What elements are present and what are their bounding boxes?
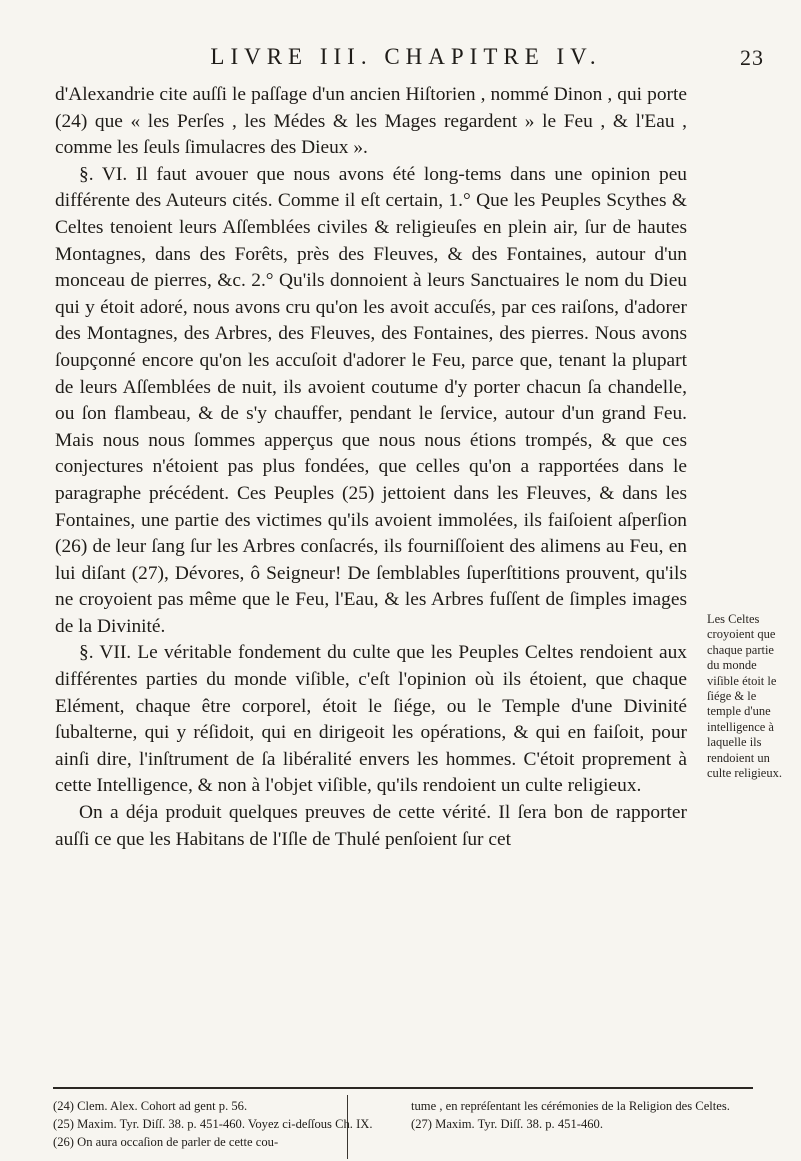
- footnote-26: (26) On aura occaſion de parler de cette cou-: [53, 1135, 279, 1149]
- running-head: LIVRE III. CHAPITRE IV.: [210, 44, 602, 69]
- footnote-rule: [53, 1087, 753, 1089]
- footnote-27: (27) Maxim. Tyr. Diſſ. 38. p. 451-460.: [411, 1117, 603, 1131]
- footnotes-right-column: [411, 1097, 746, 1133]
- footnote-25: (25) Maxim. Tyr. Diſſ. 38. p. 451-460. Voyez ci-deſſous Ch. IX.: [53, 1117, 373, 1131]
- page-header: [56, 44, 764, 80]
- paragraph-section-6: §. VI. Il faut avouer que nous avons été long-tems dans une opinion peu différente des Auteurs cités. Comme il eſt certain, 1.° Que les Peuples Scythes & Celtes tenoient leurs Aſſemblées civiles & religieuſes en plein air, ſur de hautes Montagnes, dans des Forêts, près des Fleuves, & des Fontaines, autour d'un monceau de pierres, &c. 2.° Qu'ils donnoient à leurs Sanctuaires le nom du Dieu qui y étoit adoré, nous avons cru qu'on les avoit accuſés, par ces raiſons, d'adorer des Montagnes, des Arbres, des Fleuves, des Fontaines, des pierres. Nous avons ſoupçonné encore qu'on les accuſoit d'adorer le Feu, parce que, tenant la plupart de leurs Aſſemblées de nuit, ils avoient coutume d'y porter chacun ſa chandelle, ou ſon flambeau, & de s'y chauffer, pendant le ſervice, autour d'un grand Feu. Mais nous nous ſommes apperçus que nous nous étions trompés, & que ces conjectures n'étoient pas plus fondées, que celles qu'on a rapportées dans le paragraphe précédent. Ces Peuples (25) jettoient dans les Fleuves, & dans les Fontaines, une partie des victimes qu'ils avoient immolées, ils faiſoient aſperſion (26) de leur ſang ſur les Arbres conſacrés, ils fourniſſoient des alimens au Feu, en lui diſant (27), Dévores, ô Seigneur! De ſemblables ſuperſtitions prouvent, qu'ils ne croyoient pas même que le Feu, l'Eau, & les Arbres fuſſent de ſimples images de la Divinité.: [55, 163, 687, 637]
- paragraph-closing: On a déja produit quelques preuves de cette vérité. Il ſera bon de rapporter auſſi ce que les Habitans de l'Iſle de Thulé penſoient ſur cet: [55, 802, 687, 850]
- main-text: [55, 82, 687, 853]
- paragraph-section-7: §. VII. Le véritable fondement du culte que les Peuples Celtes rendoient aux différentes parties du monde viſible, c'eſt l'opinion où ils étoient, que chaque Elément, chaque être corporel, étoit le ſiége, ou le Temple d'une Divinité ſubalterne, qui y réſidoit, qui en dirigeoit les opérations, & qui en faiſoit, pour ainſi dire, l'inſtrument de ſa libéralité envers les hommes. C'étoit proprement à cette Intelligence, & non à l'objet viſible, qu'ils rendoient un culte religieux.: [55, 642, 687, 797]
- footnote-24: (24) Clem. Alex. Cohort ad gent p. 56.: [53, 1099, 248, 1113]
- margin-note: Les Celtes croyoient que chaque partie du monde viſible étoit le ſiége & le temple d'une intelligence à laquelle ils rendoient un culte religieux.: [707, 612, 782, 781]
- footnotes-left-column: [53, 1097, 388, 1151]
- page-number: 23: [740, 45, 764, 70]
- paragraph-continuation: d'Alexandrie cite auſſi le paſſage d'un ancien Hiſtorien , nommé Dinon , qui porte (24) que « les Perſes , les Médes & les Mages regardent » le Feu , & l'Eau , comme les ſeuls ſimulacres des Dieux ».: [55, 84, 687, 159]
- footnote-26-continued: tume , en repréſentant les cérémonies de la Religion des Celtes.: [411, 1099, 730, 1113]
